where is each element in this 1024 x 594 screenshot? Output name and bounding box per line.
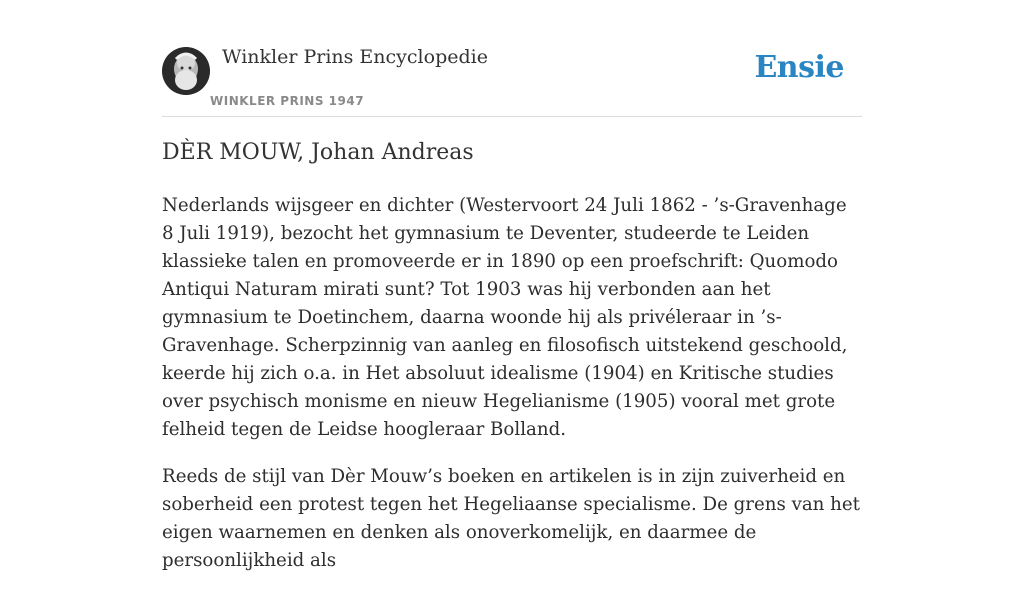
article-paragraph: Reeds de stijl van Dèr Mouw’s boeken en artikelen is in zijn zuiverheid en soberheid een protest tegen het Hegeliaanse specialisme. De grens van het eigen waarnemen en denken als onoverkomelijk, en daarmee de persoonlijkheid als <box>162 466 860 571</box>
article-body <box>162 192 862 594</box>
article-title: DÈR MOUW, Johan Andreas <box>162 140 474 165</box>
page <box>162 0 862 571</box>
brand-logo[interactable]: Ensie <box>754 50 844 85</box>
article-paragraph: Nederlands wijsgeer en dichter (Westervoort 24 Juli 1862 - ’s-Gravenhage 8 Juli 1919), bezocht het gymnasium te Deventer, studeerde te Leiden klassieke talen en promoveerde er in 1890 op een proefschrift: Quomodo Antiqui Naturam mirati sunt? Tot 1903 was hij verbonden aan het gymnasium te Doetinchem, daarna woonde hij als privéleraar in ’s-Gravenhage. Scherpzinnig van aanleg en filosofisch uitstekend geschoold, keerde hij zich o.a. in Het absoluut idealisme (1904) en Kritische studies over psychisch monisme en nieuw Hegelianisme (1905) vooral met grote felheid tegen de Leidse hoogleraar Bolland. <box>162 195 848 440</box>
source-subtitle: WINKLER PRINS 1947 <box>210 94 365 108</box>
portrait-avatar-icon[interactable] <box>162 47 210 95</box>
source-header <box>162 0 862 117</box>
source-title[interactable]: Winkler Prins Encyclopedie <box>222 46 488 68</box>
